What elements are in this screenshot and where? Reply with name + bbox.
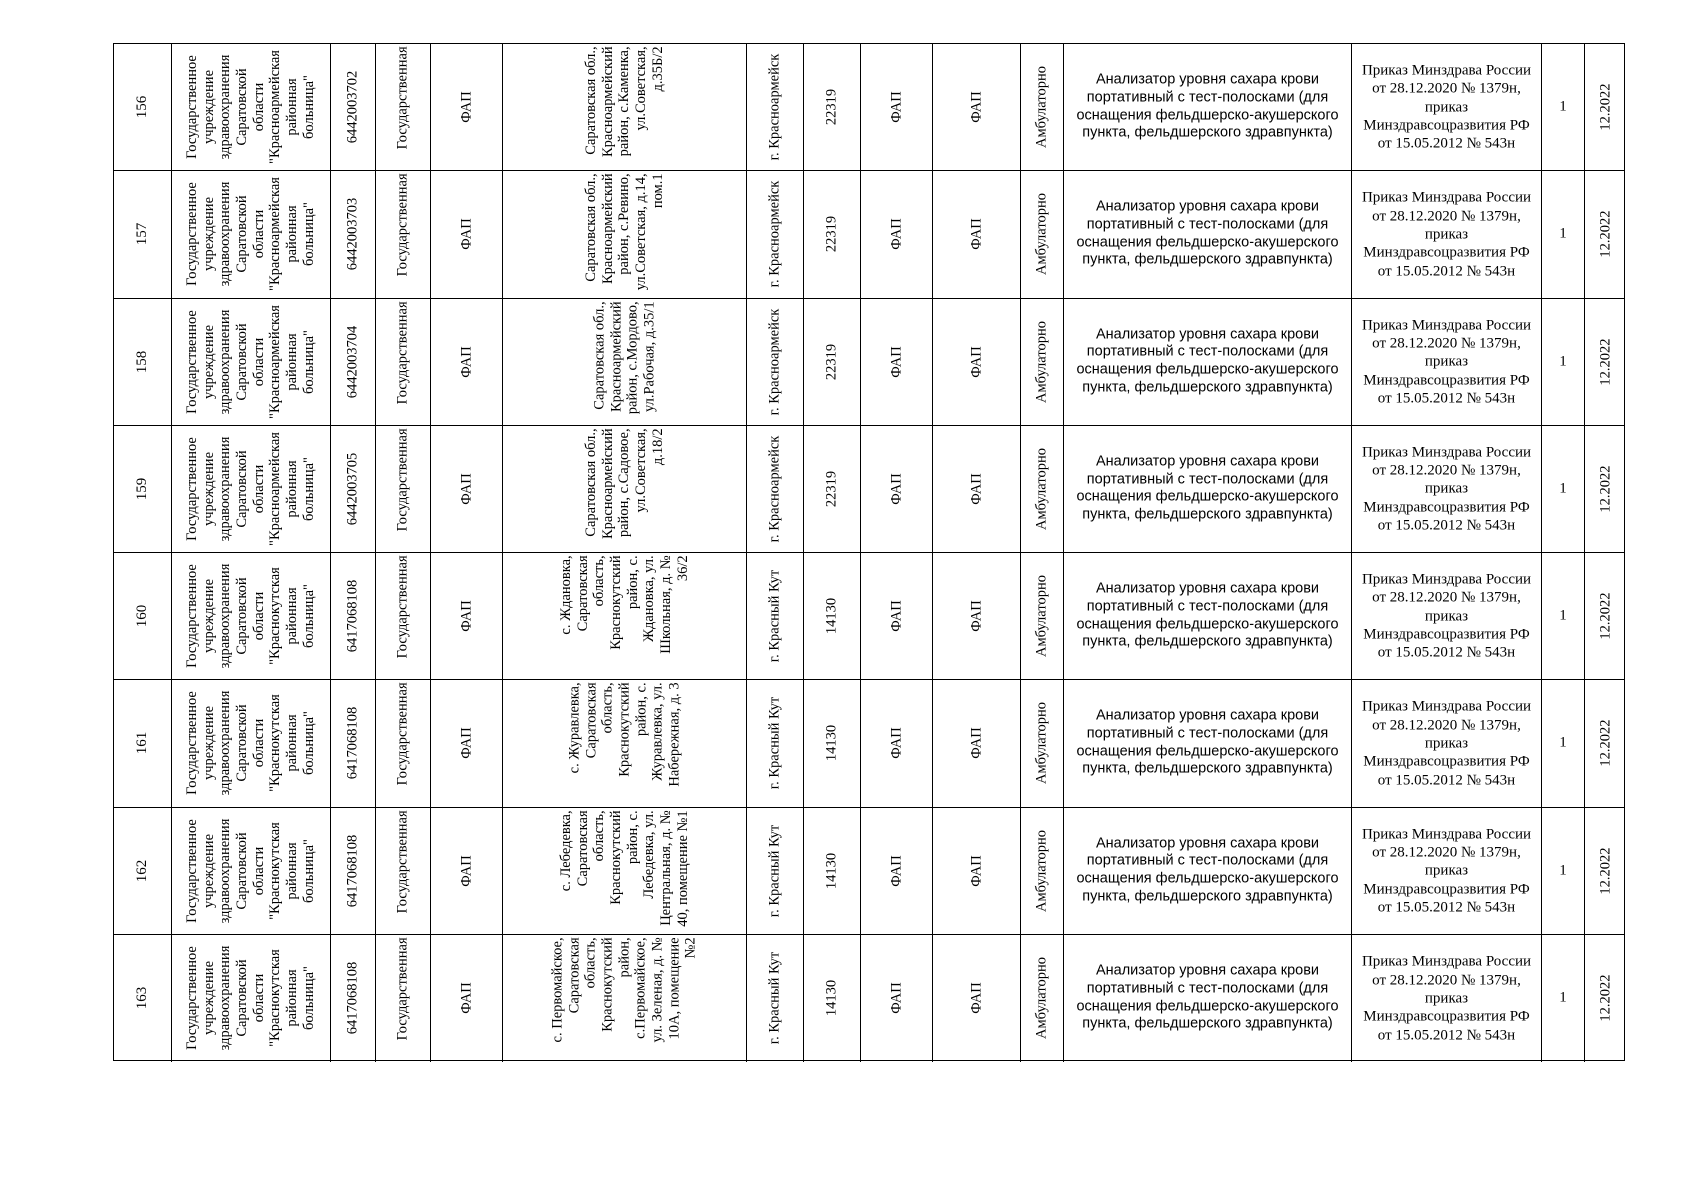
mode-text: Амбулаторно: [1033, 829, 1050, 912]
cell-address: [503, 808, 747, 934]
order-text: Приказ Минздрава России от 28.12.2020 № 1379н, приказ Минздравсоцразвития РФ от 15.05.2012 № 543н: [1361, 316, 1532, 407]
population-text: 22319: [823, 89, 840, 126]
address-text: Саратовская обл., Красноармейский район, с.Садовое, ул.Советская, д.18/2: [582, 428, 666, 539]
order-text: Приказ Минздрава России от 28.12.2020 № 1379н, приказ Минздравсоцразвития РФ от 15.05.2012 № 543н: [1361, 189, 1532, 279]
cell-qty: [1542, 171, 1585, 297]
cell-inn: [331, 44, 376, 170]
cell-equipment: [1064, 44, 1352, 170]
table-row: [114, 935, 1624, 1062]
ownership-text: Государственная: [394, 937, 411, 1041]
cell-unit: [861, 299, 933, 425]
inn-text: 6442003704: [344, 325, 361, 398]
cell-inn: [331, 553, 376, 679]
cell-type: [431, 426, 503, 552]
cell-ownership: [376, 808, 431, 934]
cell-address: [503, 44, 747, 170]
org-text: Государственное учреждение здравоохранения Саратовской области "Краснокутская районная больница": [184, 946, 318, 1051]
cell-unit: [861, 680, 933, 806]
cell-unit2: [933, 426, 1021, 552]
cell-ownership: [376, 426, 431, 552]
cell-ownership: [376, 553, 431, 679]
population-text: 14130: [823, 980, 840, 1017]
qty-text: 1: [1559, 607, 1567, 624]
unit2-text: ФАП: [968, 91, 985, 123]
mode-text: Амбулаторно: [1033, 702, 1050, 785]
table-row: [114, 171, 1624, 298]
ownership-text: Государственная: [394, 555, 411, 659]
cell-type: [431, 553, 503, 679]
num-text: 158: [133, 350, 150, 373]
cell-inn: [331, 299, 376, 425]
mode-text: Амбулаторно: [1033, 66, 1050, 149]
org-text: Государственное учреждение здравоохранения Саратовской области "Красноармейская районная больница": [184, 304, 318, 419]
cell-order: [1352, 808, 1542, 934]
cell-address: [503, 680, 747, 806]
cell-type: [431, 44, 503, 170]
address-text: с. Лебедевка, Саратовская область, Краснокутский район, с. Лебедевка, ул. Центральная, д. № 40, помещение №1: [557, 810, 691, 927]
cell-equipment: [1064, 426, 1352, 552]
type-text: ФАП: [458, 473, 475, 505]
cell-org: [172, 680, 331, 806]
cell-date: [1585, 808, 1626, 934]
cell-population: [804, 935, 861, 1062]
date-text: 12.2022: [1597, 974, 1614, 1022]
cell-population: [804, 171, 861, 297]
cell-date: [1585, 171, 1626, 297]
cell-equipment: [1064, 935, 1352, 1062]
city-text: г. Красный Кут: [766, 697, 783, 790]
cell-ownership: [376, 171, 431, 297]
cell-city: [747, 553, 804, 679]
cell-mode: [1021, 44, 1064, 170]
cell-num: [114, 553, 172, 679]
cell-date: [1585, 680, 1626, 806]
cell-org: [172, 44, 331, 170]
type-text: ФАП: [458, 345, 475, 378]
num-text: 156: [133, 95, 150, 119]
cell-org: [172, 935, 331, 1062]
equipment-text: Анализатор уровня сахара крови портативный с тест-полосками (для оснащения фельдшерско-акушерского пункта, фельдшерского здравпункта): [1076, 453, 1339, 523]
cell-unit2: [933, 171, 1021, 297]
cell-mode: [1021, 808, 1064, 934]
unit-text: ФАП: [888, 600, 905, 632]
order-text: Приказ Минздрава России от 28.12.2020 № 1379н, приказ Минздравсоцразвития РФ от 15.05.2012 № 543н: [1361, 825, 1532, 916]
cell-num: [114, 935, 172, 1062]
cell-unit2: [933, 808, 1021, 934]
address-text: Саратовская обл., Красноармейский район, с.Мордово, ул.Рабочая, д.35/1: [591, 301, 658, 414]
cell-num: [114, 171, 172, 297]
city-text: г. Красный Кут: [766, 952, 783, 1045]
ownership-text: Государственная: [394, 301, 411, 404]
cell-equipment: [1064, 171, 1352, 297]
inn-text: 6442003705: [344, 452, 361, 526]
cell-type: [431, 299, 503, 425]
cell-inn: [331, 680, 376, 806]
inn-text: 6417068108: [344, 707, 361, 780]
date-text: 12.2022: [1597, 719, 1614, 767]
cell-qty: [1542, 808, 1585, 934]
qty-text: 1: [1559, 480, 1567, 497]
cell-org: [172, 808, 331, 934]
cell-population: [804, 553, 861, 679]
city-text: г. Красноармейск: [766, 181, 783, 288]
cell-order: [1352, 935, 1542, 1062]
num-text: 163: [133, 987, 150, 1010]
cell-mode: [1021, 426, 1064, 552]
org-text: Государственное учреждение здравоохранения Саратовской области "Краснокутская районная больница": [184, 691, 318, 796]
type-text: ФАП: [458, 600, 475, 632]
table-row: [114, 299, 1624, 426]
order-text: Приказ Минздрава России от 28.12.2020 № 1379н, приказ Минздравсоцразвития РФ от 15.05.2012 № 543н: [1361, 571, 1532, 661]
unit-text: ФАП: [888, 727, 905, 760]
cell-inn: [331, 426, 376, 552]
cell-order: [1352, 44, 1542, 170]
cell-inn: [331, 935, 376, 1062]
ownership-text: Государственная: [394, 173, 411, 277]
qty-text: 1: [1559, 353, 1567, 370]
cell-date: [1585, 426, 1626, 552]
cell-org: [172, 553, 331, 679]
unit2-text: ФАП: [968, 473, 985, 505]
cell-city: [747, 426, 804, 552]
cell-population: [804, 680, 861, 806]
cell-ownership: [376, 680, 431, 806]
address-text: с. Первомайское, Саратовская область, Краснокутский район, с.Первомайское, ул. Зеленая, д. № 10А, помещение №2: [549, 937, 699, 1043]
cell-date: [1585, 44, 1626, 170]
cell-qty: [1542, 299, 1585, 425]
cell-address: [503, 299, 747, 425]
cell-address: [503, 935, 747, 1062]
cell-unit: [861, 171, 933, 297]
cell-num: [114, 808, 172, 934]
mode-text: Амбулаторно: [1033, 320, 1050, 403]
cell-num: [114, 299, 172, 425]
population-text: 14130: [823, 598, 840, 635]
date-text: 12.2022: [1597, 592, 1614, 640]
num-text: 161: [133, 732, 150, 755]
org-text: Государственное учреждение здравоохранения Саратовской области "Краснокутская районная больница": [184, 818, 318, 923]
equipment-text: Анализатор уровня сахара крови портативный с тест-полосками (для оснащения фельдшерско-акушерского пункта, фельдшерского здравпункта): [1076, 71, 1339, 141]
cell-date: [1585, 553, 1626, 679]
cell-order: [1352, 553, 1542, 679]
cell-order: [1352, 171, 1542, 297]
population-text: 22319: [823, 216, 840, 253]
date-text: 12.2022: [1597, 83, 1614, 131]
org-text: Государственное учреждение здравоохранения Саратовской области "Красноармейская районная больница": [184, 431, 318, 546]
org-text: Государственное учреждение здравоохранения Саратовской области "Красноармейская районная больница": [184, 50, 318, 165]
cell-city: [747, 680, 804, 806]
cell-qty: [1542, 426, 1585, 552]
cell-mode: [1021, 553, 1064, 679]
cell-city: [747, 299, 804, 425]
equipment-text: Анализатор уровня сахара крови портативный с тест-полосками (для оснащения фельдшерско-акушерского пункта, фельдшерского здравпункта): [1076, 708, 1339, 778]
unit2-text: ФАП: [968, 345, 985, 378]
table-row: [114, 44, 1624, 171]
unit2-text: ФАП: [968, 982, 985, 1015]
cell-order: [1352, 299, 1542, 425]
date-text: 12.2022: [1597, 210, 1614, 258]
cell-order: [1352, 680, 1542, 806]
unit2-text: ФАП: [968, 727, 985, 760]
cell-num: [114, 426, 172, 552]
address-text: Саратовская обл., Красноармейский район, с.Ревино, ул.Советская, д.14, пом.1: [582, 173, 666, 291]
table-row: [114, 553, 1624, 680]
address-text: с. Журавлевка, Саратовская область, Краснокутский район, с. Журавлевка, ул. Набережная, д. 3: [566, 682, 683, 787]
city-text: г. Красноармейск: [766, 308, 783, 415]
qty-text: 1: [1559, 989, 1567, 1006]
equipment-text: Анализатор уровня сахара крови портативный с тест-полосками (для оснащения фельдшерско-акушерского пункта, фельдшерского здравпункта): [1076, 199, 1339, 269]
unit-text: ФАП: [888, 982, 905, 1015]
unit2-text: ФАП: [968, 600, 985, 632]
unit-text: ФАП: [888, 854, 905, 887]
cell-type: [431, 935, 503, 1062]
qty-text: 1: [1559, 862, 1567, 879]
cell-ownership: [376, 299, 431, 425]
city-text: г. Красноармейск: [766, 53, 783, 161]
mode-text: Амбулаторно: [1033, 447, 1050, 530]
cell-city: [747, 935, 804, 1062]
cell-population: [804, 426, 861, 552]
cell-city: [747, 171, 804, 297]
qty-text: 1: [1559, 98, 1567, 115]
cell-qty: [1542, 680, 1585, 806]
order-text: Приказ Минздрава России от 28.12.2020 № 1379н, приказ Минздравсоцразвития РФ от 15.05.2012 № 543н: [1361, 62, 1532, 152]
address-text: Саратовская обл., Красноармейский район, с.Каменка, ул.Советская, д.35Б/2: [582, 46, 666, 158]
cell-org: [172, 299, 331, 425]
type-text: ФАП: [458, 854, 475, 887]
num-text: 157: [133, 223, 150, 246]
table-row: [114, 680, 1624, 807]
inn-text: 6442003702: [344, 70, 361, 144]
table-row: [114, 808, 1624, 935]
unit2-text: ФАП: [968, 218, 985, 251]
cell-unit: [861, 553, 933, 679]
type-text: ФАП: [458, 91, 475, 123]
ownership-text: Государственная: [394, 428, 411, 532]
mode-text: Амбулаторно: [1033, 575, 1050, 658]
cell-unit2: [933, 553, 1021, 679]
ownership-text: Государственная: [394, 810, 411, 913]
qty-text: 1: [1559, 734, 1567, 751]
equipment-text: Анализатор уровня сахара крови портативный с тест-полосками (для оснащения фельдшерско-акушерского пункта, фельдшерского здравпункта): [1076, 580, 1339, 650]
ownership-text: Государственная: [394, 682, 411, 786]
order-text: Приказ Минздрава России от 28.12.2020 № 1379н, приказ Минздравсоцразвития РФ от 15.05.2012 № 543н: [1361, 698, 1532, 788]
unit-text: ФАП: [888, 473, 905, 505]
unit-text: ФАП: [888, 218, 905, 251]
city-text: г. Красноармейск: [766, 435, 783, 543]
cell-num: [114, 44, 172, 170]
city-text: г. Красный Кут: [766, 569, 783, 663]
cell-qty: [1542, 553, 1585, 679]
qty-text: 1: [1559, 225, 1567, 242]
unit-text: ФАП: [888, 345, 905, 378]
cell-city: [747, 44, 804, 170]
cell-ownership: [376, 935, 431, 1062]
cell-order: [1352, 426, 1542, 552]
cell-inn: [331, 171, 376, 297]
cell-address: [503, 171, 747, 297]
cell-population: [804, 44, 861, 170]
cell-ownership: [376, 44, 431, 170]
org-text: Государственное учреждение здравоохранения Саратовской области "Краснокутская районная больница": [184, 563, 318, 669]
cell-mode: [1021, 299, 1064, 425]
address-text: с. Ждановка, Саратовская область, Краснокутский район, с. Ждановка, ул. Школьная, д. № 36/2: [557, 555, 691, 654]
order-text: Приказ Минздрава России от 28.12.2020 № 1379н, приказ Минздравсоцразвития РФ от 15.05.2012 № 543н: [1361, 953, 1532, 1043]
cell-equipment: [1064, 808, 1352, 934]
equipment-text: Анализатор уровня сахара крови портативный с тест-полосками (для оснащения фельдшерско-акушерского пункта, фельдшерского здравпункта): [1076, 326, 1339, 396]
equipment-text: Анализатор уровня сахара крови портативный с тест-полосками (для оснащения фельдшерско-акушерского пункта, фельдшерского здравпункта): [1076, 835, 1339, 905]
cell-equipment: [1064, 553, 1352, 679]
inn-text: 6417068108: [344, 834, 361, 907]
cell-population: [804, 808, 861, 934]
cell-mode: [1021, 680, 1064, 806]
cell-type: [431, 808, 503, 934]
cell-type: [431, 171, 503, 297]
population-text: 22319: [823, 470, 840, 507]
cell-date: [1585, 935, 1626, 1062]
cell-org: [172, 171, 331, 297]
cell-unit2: [933, 680, 1021, 806]
order-text: Приказ Минздрава России от 28.12.2020 № 1379н, приказ Минздравсоцразвития РФ от 15.05.2012 № 543н: [1361, 444, 1532, 534]
date-text: 12.2022: [1597, 847, 1614, 895]
cell-date: [1585, 299, 1626, 425]
population-text: 14130: [823, 852, 840, 889]
cell-address: [503, 553, 747, 679]
date-text: 12.2022: [1597, 338, 1614, 386]
num-text: 160: [133, 604, 150, 628]
cell-city: [747, 808, 804, 934]
population-text: 22319: [823, 343, 840, 380]
cell-org: [172, 426, 331, 552]
cell-mode: [1021, 935, 1064, 1062]
org-text: Государственное учреждение здравоохранения Саратовской области "Красноармейская районная больница": [184, 177, 318, 292]
cell-unit: [861, 426, 933, 552]
unit2-text: ФАП: [968, 854, 985, 887]
cell-unit: [861, 935, 933, 1062]
mode-text: Амбулаторно: [1033, 957, 1050, 1040]
mode-text: Амбулаторно: [1033, 193, 1050, 276]
num-text: 159: [133, 477, 150, 501]
inn-text: 6442003703: [344, 198, 361, 271]
date-text: 12.2022: [1597, 465, 1614, 513]
cell-unit: [861, 44, 933, 170]
cell-qty: [1542, 44, 1585, 170]
cell-type: [431, 680, 503, 806]
cell-unit2: [933, 44, 1021, 170]
type-text: ФАП: [458, 727, 475, 760]
equipment-text: Анализатор уровня сахара крови портативный с тест-полосками (для оснащения фельдшерско-акушерского пункта, фельдшерского здравпункта): [1076, 963, 1339, 1033]
inn-text: 6417068108: [344, 579, 361, 653]
equipment-table: [113, 43, 1625, 1061]
table-row: [114, 426, 1624, 553]
population-text: 14130: [823, 725, 840, 762]
type-text: ФАП: [458, 982, 475, 1015]
cell-population: [804, 299, 861, 425]
cell-unit2: [933, 299, 1021, 425]
cell-unit: [861, 808, 933, 934]
cell-equipment: [1064, 680, 1352, 806]
cell-num: [114, 680, 172, 806]
inn-text: 6417068108: [344, 962, 361, 1035]
ownership-text: Государственная: [394, 46, 411, 150]
city-text: г. Красный Кут: [766, 824, 783, 917]
type-text: ФАП: [458, 218, 475, 251]
cell-unit2: [933, 935, 1021, 1062]
unit-text: ФАП: [888, 91, 905, 123]
cell-equipment: [1064, 299, 1352, 425]
cell-address: [503, 426, 747, 552]
cell-qty: [1542, 935, 1585, 1062]
num-text: 162: [133, 859, 150, 882]
cell-inn: [331, 808, 376, 934]
cell-mode: [1021, 171, 1064, 297]
